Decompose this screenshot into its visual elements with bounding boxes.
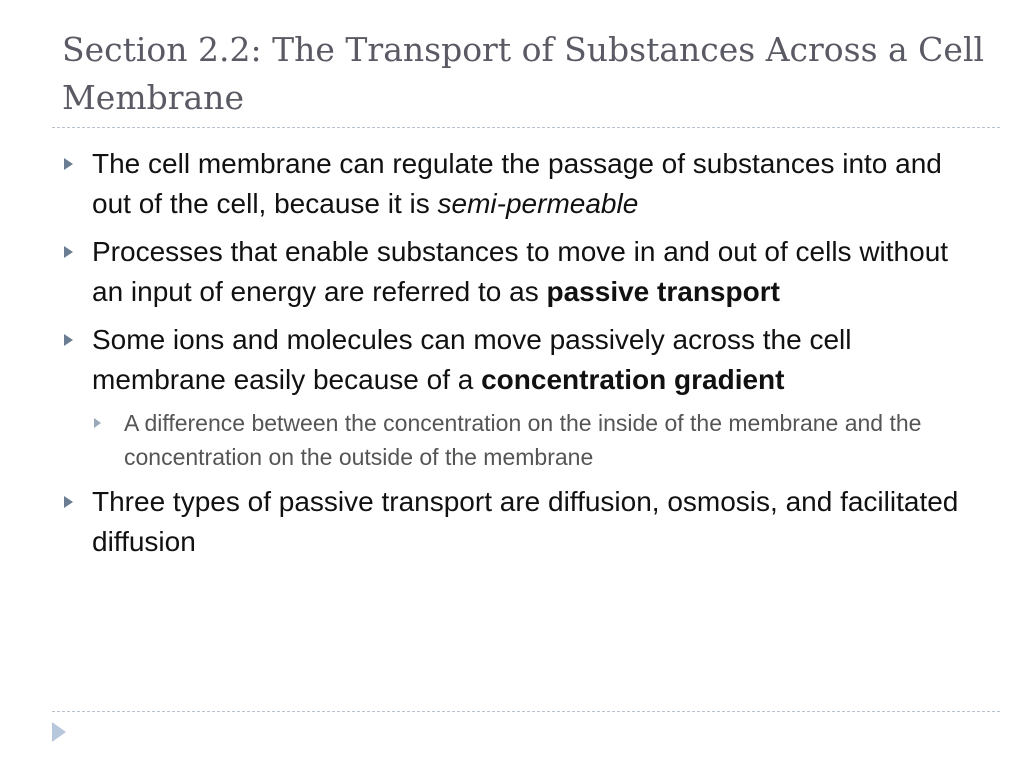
bullet-text: The cell membrane can regulate the passage of substances into and out of the cell, because it is — [92, 148, 942, 219]
title-divider — [52, 127, 1000, 128]
sub-bullet-arrow-icon — [94, 418, 101, 428]
bullet-emphasis: semi-permeable — [437, 188, 639, 219]
sub-bullet-text: A difference between the concentration on the inside of the membrane and the concentration on the outside of the membrane — [124, 410, 922, 470]
slide-body — [60, 144, 960, 570]
bullet-list — [60, 144, 960, 562]
bullet-item-2 — [60, 232, 960, 312]
bullet-text: Processes that enable substances to move in and out of cells without an input of energy are referred to as — [92, 236, 949, 307]
bullet-keyword: passive transport — [546, 276, 780, 307]
bullet-arrow-icon — [64, 158, 73, 170]
bullet-text: Three types of passive transport are diffusion, osmosis, and facilitated diffusion — [92, 486, 959, 557]
next-slide-icon[interactable] — [52, 722, 66, 742]
slide-title: Section 2.2: The Transport of Substances Across a Cell Membrane — [62, 30, 985, 117]
bullet-arrow-icon — [64, 334, 73, 346]
bullet-item-3 — [60, 320, 960, 400]
bullet-text: Some ions and molecules can move passively across the cell membrane easily because of a — [92, 324, 852, 395]
sub-bullet-item — [60, 406, 960, 474]
bullet-arrow-icon — [64, 496, 73, 508]
bullet-arrow-icon — [64, 246, 73, 258]
bullet-keyword: concentration gradient — [481, 364, 785, 395]
footer-divider — [52, 711, 1000, 712]
bullet-item-1 — [60, 144, 960, 224]
bullet-item-4 — [60, 482, 960, 562]
